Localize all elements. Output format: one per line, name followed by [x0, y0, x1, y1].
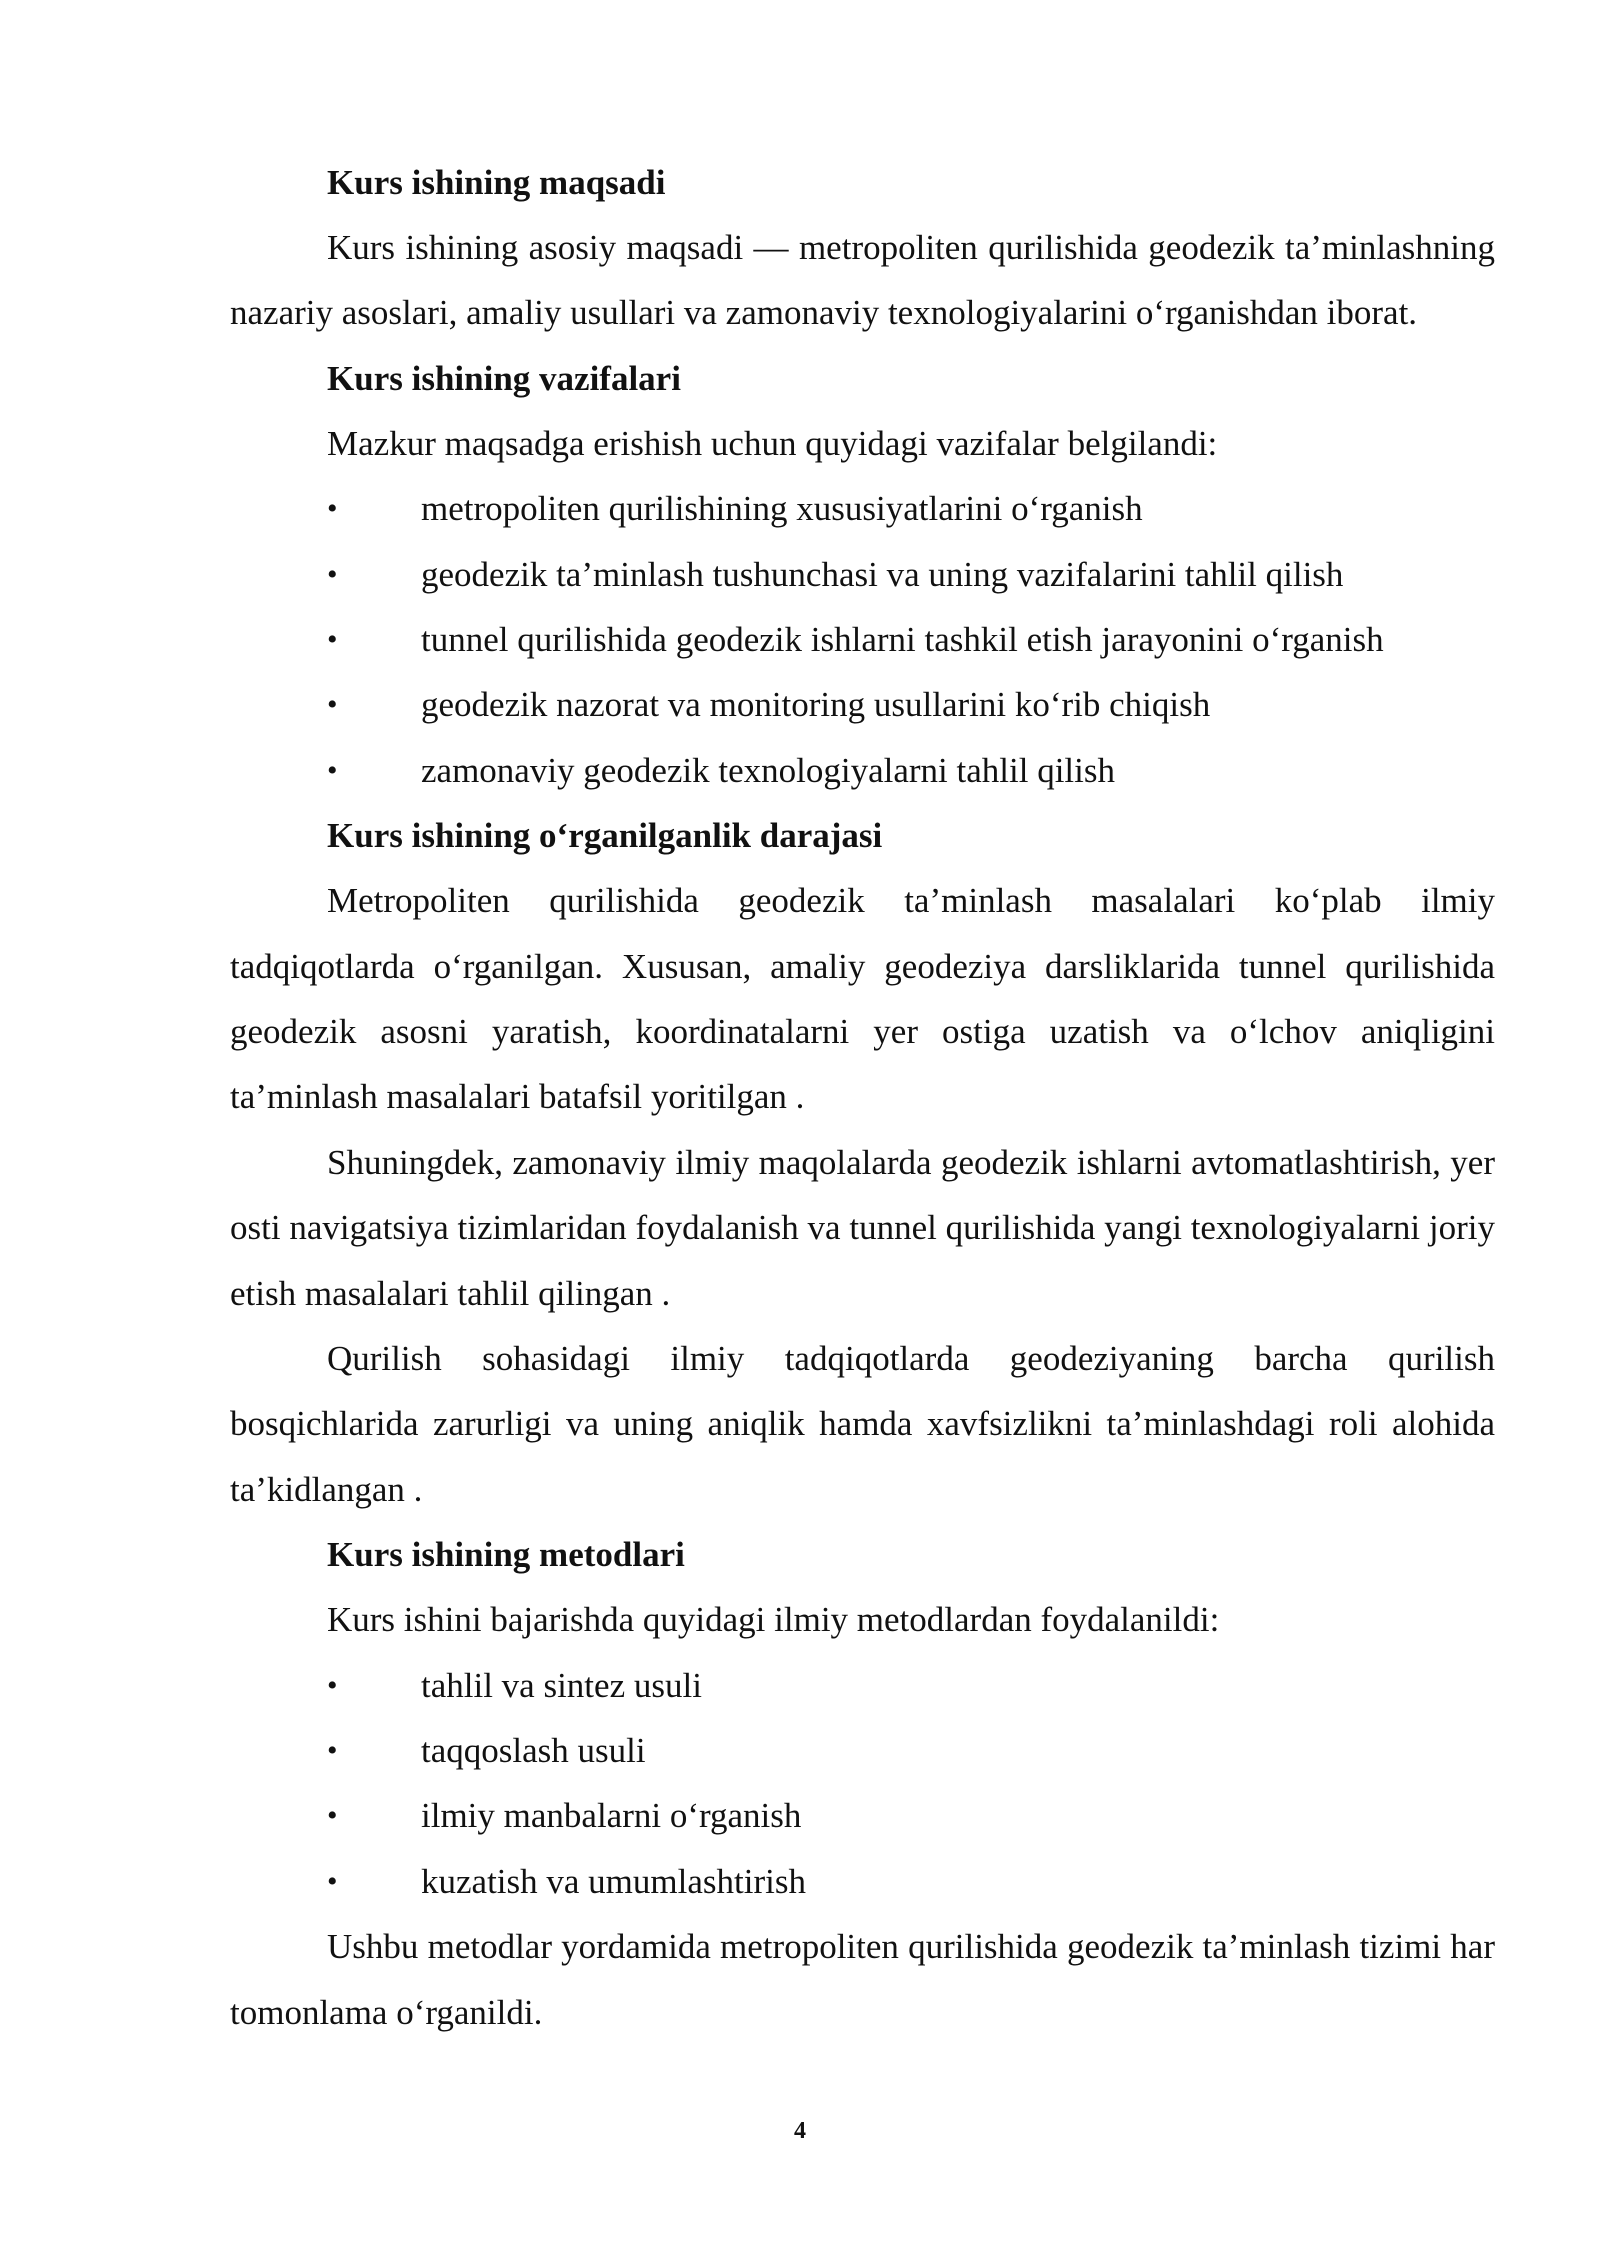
- paragraph-vazifalar-intro: Mazkur maqsadga erishish uchun quyidagi vazifalar belgilandi:: [327, 423, 1218, 463]
- list-item: [230, 607, 1495, 672]
- list-item-text: taqqoslash usuli: [421, 1731, 646, 1771]
- list-vazifalar: [230, 476, 1495, 803]
- list-item-text: zamonaviy geodezik texnologiyalarni tahlil qilish: [421, 750, 1115, 790]
- list-item: [230, 672, 1495, 737]
- list-item: [230, 1718, 1495, 1783]
- document-page: [230, 150, 1495, 2045]
- list-item-text: tunnel qurilishida geodezik ishlarni tashkil etish jarayonini o‘rganish: [421, 620, 1384, 659]
- paragraph-darajasi-2: Shuningdek, zamonaviy ilmiy maqolalarda geodezik ishlarni avtomatlashtirish, yer osti navigatsiya tizimlaridan foydalanish va tunnel qurilishida yangi texnologiyalarni joriy etish masalalari tahlil qilingan .: [230, 1142, 1495, 1313]
- bullet-icon: •: [327, 688, 338, 722]
- list-item: [230, 1849, 1495, 1914]
- list-item-text: geodezik nazorat va monitoring usullarini ko‘rib chiqish: [421, 685, 1211, 725]
- paragraph-maqsad: Kurs ishining asosiy maqsadi — metropoliten qurilishida geodezik ta’minlashning nazariy asoslari, amaliy usullari va zamonaviy texnologiyalarini o‘rganishdan iborat.: [230, 228, 1495, 333]
- heading-vazifalar: Kurs ishining vazifalari: [327, 358, 681, 398]
- paragraph-metodlar-conclusion: Ushbu metodlar yordamida metropoliten qurilishida geodezik ta’minlash tizimi har tomonlama o‘rganildi.: [230, 1927, 1495, 2032]
- list-metodlar: [230, 1653, 1495, 1915]
- bullet-icon: •: [327, 623, 338, 656]
- bullet-icon: •: [327, 557, 338, 591]
- heading-darajasi: Kurs ishining o‘rganilganlik darajasi: [327, 816, 883, 856]
- list-item-text: tahlil va sintez usuli: [421, 1665, 702, 1705]
- list-item-text: geodezik ta’minlash tushunchasi va uning vazifalarini tahlil qilish: [421, 554, 1344, 594]
- list-item: [230, 738, 1495, 803]
- paragraph-metodlar-intro: Kurs ishini bajarishda quyidagi ilmiy metodlardan foydalanildi:: [327, 1600, 1220, 1640]
- page-number: 4: [794, 2118, 806, 2144]
- list-item: [230, 1653, 1495, 1718]
- paragraph-darajasi-1: Metropoliten qurilishida geodezik ta’minlash masalalari ko‘plab ilmiy tadqiqotlarda o‘rganilgan. Xususan, amaliy geodeziya darsliklarida tunnel qurilishida geodezik asosni yaratish, koordinatalarni yer ostiga uzatish va o‘lchov aniqligini ta’minlash masalalari batafsil yoritilgan .: [230, 881, 1495, 1117]
- bullet-icon: •: [327, 753, 338, 787]
- heading-maqsad: Kurs ishining maqsadi: [327, 163, 666, 202]
- list-item: [230, 542, 1495, 607]
- paragraph-darajasi-3: Qurilish sohasidagi ilmiy tadqiqotlarda geodeziyaning barcha qurilish bosqichlarida zarurligi va uning aniqlik hamda xavfsizlikni ta’minlashdagi roli alohida ta’kidlangan .: [230, 1339, 1495, 1509]
- heading-metodlar: Kurs ishining metodlari: [327, 1535, 685, 1575]
- bullet-icon: •: [327, 1864, 338, 1898]
- list-item-text: ilmiy manbalarni o‘rganish: [421, 1796, 802, 1836]
- list-item: [230, 1783, 1495, 1848]
- list-item-text: metropoliten qurilishining xususiyatlarini o‘rganish: [421, 489, 1143, 529]
- list-item-text: kuzatish va umumlashtirish: [421, 1861, 806, 1901]
- bullet-icon: •: [327, 1734, 338, 1768]
- bullet-icon: •: [327, 492, 338, 526]
- list-item: [230, 476, 1495, 541]
- bullet-icon: •: [327, 1799, 338, 1833]
- bullet-icon: •: [327, 1668, 338, 1702]
